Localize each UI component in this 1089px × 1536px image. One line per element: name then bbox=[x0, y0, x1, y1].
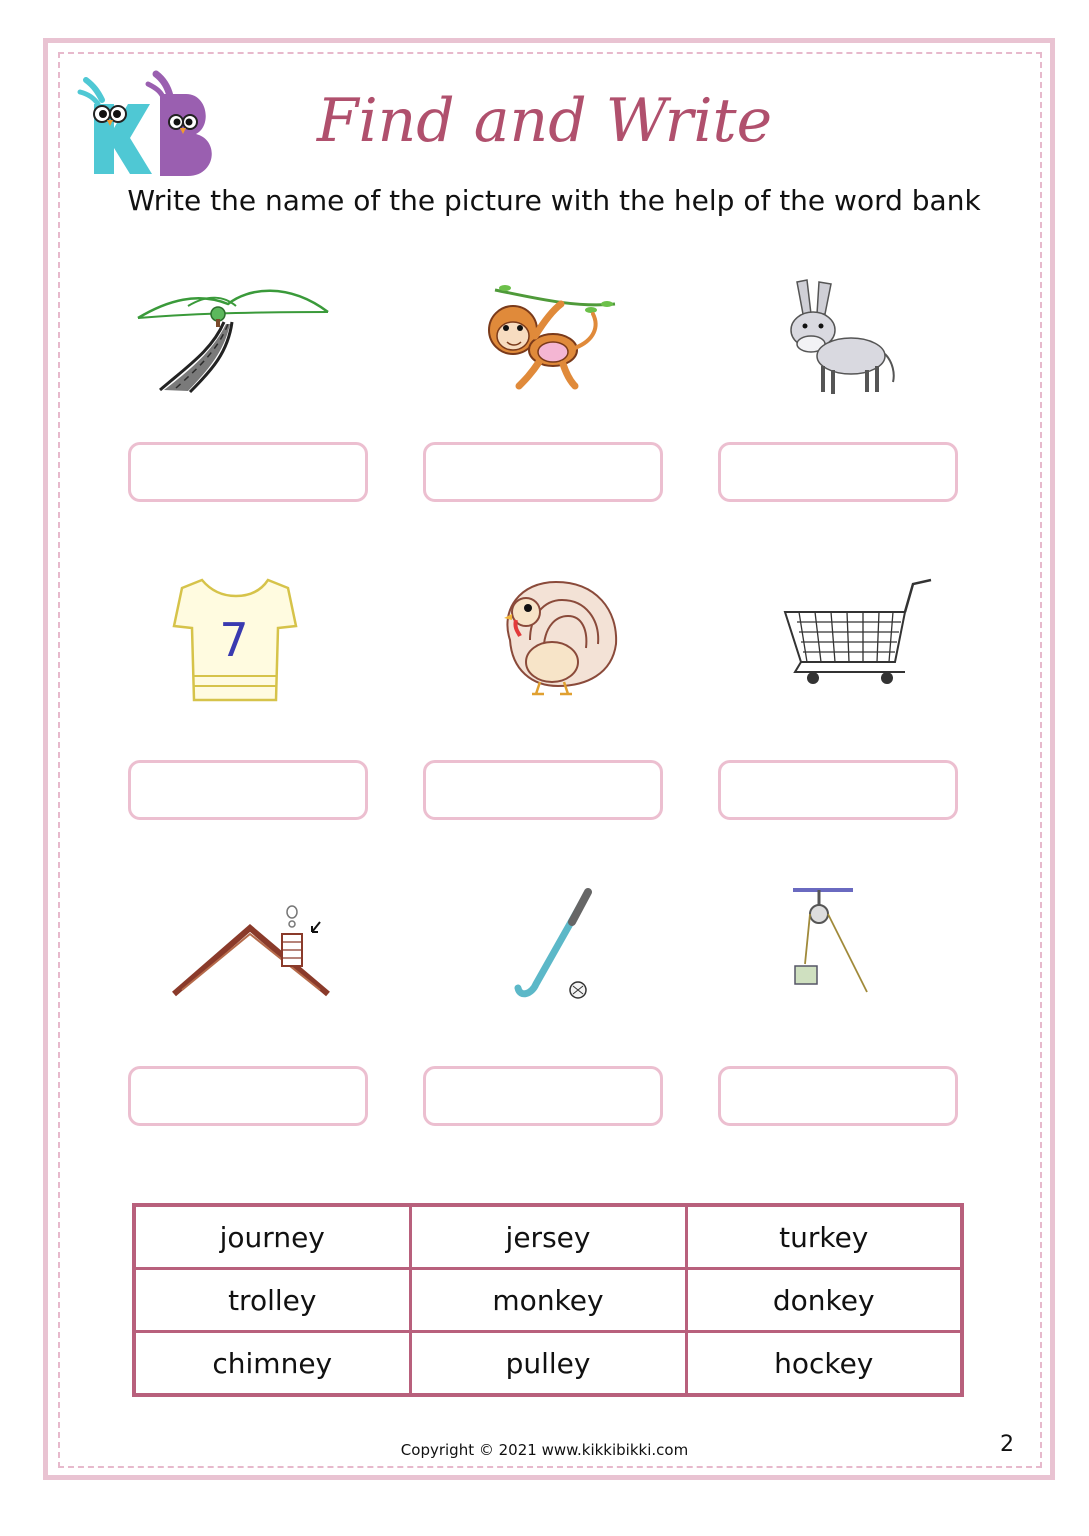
hockey-stick-icon bbox=[440, 880, 650, 1020]
donkey-icon bbox=[735, 270, 945, 410]
jersey-number: 7 bbox=[219, 613, 249, 667]
worksheet-instruction: Write the name of the picture with the help of the word bank bbox=[127, 184, 981, 217]
turkey-icon bbox=[440, 570, 650, 710]
answer-box-turkey[interactable] bbox=[423, 760, 663, 820]
answer-box-chimney[interactable] bbox=[128, 1066, 368, 1126]
pulley-icon bbox=[735, 880, 945, 1020]
word-bank-row bbox=[134, 1205, 962, 1269]
road-icon bbox=[128, 270, 338, 410]
word-bank-row bbox=[134, 1332, 962, 1396]
word-bank-cell: trolley bbox=[134, 1269, 410, 1332]
page-number: 2 bbox=[1000, 1432, 1014, 1457]
worksheet-title: Find and Write bbox=[316, 86, 773, 156]
word-bank-table bbox=[132, 1203, 964, 1397]
word-bank-cell: donkey bbox=[686, 1269, 962, 1332]
answer-box-trolley[interactable] bbox=[718, 760, 958, 820]
word-bank-cell: chimney bbox=[134, 1332, 410, 1396]
chimney-icon bbox=[160, 890, 370, 1030]
trolley-icon bbox=[735, 570, 945, 710]
monkey-icon bbox=[435, 270, 645, 410]
answer-box-jersey[interactable] bbox=[128, 760, 368, 820]
answer-box-hockey[interactable] bbox=[423, 1066, 663, 1126]
answer-box-donkey[interactable] bbox=[718, 442, 958, 502]
word-bank-cell: jersey bbox=[410, 1205, 686, 1269]
word-bank-cell: journey bbox=[134, 1205, 410, 1269]
copyright-footer: Copyright © 2021 www.kikkibikki.com bbox=[400, 1441, 689, 1459]
answer-box-monkey[interactable] bbox=[423, 442, 663, 502]
answer-box-road[interactable] bbox=[128, 442, 368, 502]
word-bank-cell: monkey bbox=[410, 1269, 686, 1332]
word-bank-cell: hockey bbox=[686, 1332, 962, 1396]
answer-box-pulley[interactable] bbox=[718, 1066, 958, 1126]
word-bank-cell: turkey bbox=[686, 1205, 962, 1269]
word-bank-row bbox=[134, 1269, 962, 1332]
word-bank-cell: pulley bbox=[410, 1332, 686, 1396]
jersey-icon bbox=[130, 570, 340, 710]
